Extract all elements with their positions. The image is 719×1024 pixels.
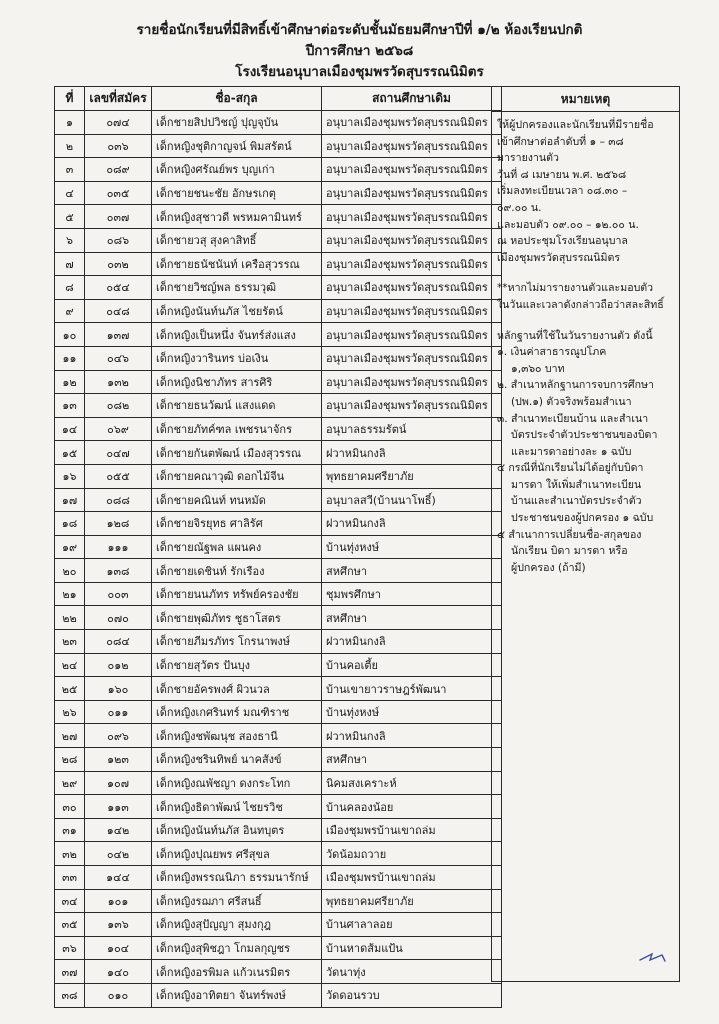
- cell-application-id: ๐๘๔: [85, 630, 152, 654]
- cell-name: เด็กหญิงปุณยพร ศรีสุขล: [152, 842, 322, 866]
- cell-application-id: ๐๖๙: [85, 417, 152, 441]
- cell-number: ๒๕: [55, 677, 85, 701]
- cell-number: ๒๐: [55, 559, 85, 583]
- note-line: มารายงานตัว: [497, 152, 559, 165]
- cell-previous-school: วัดดอนรวบ: [322, 983, 502, 1007]
- cell-application-id: ๐๙๖: [85, 724, 152, 748]
- cell-number: ๒๙: [55, 771, 85, 795]
- cell-number: ๓๒: [55, 842, 85, 866]
- cell-number: ๓๐: [55, 795, 85, 819]
- table-row: [55, 960, 502, 984]
- student-table: [54, 86, 502, 1008]
- cell-number: ๑๑: [55, 346, 85, 370]
- cell-number: ๒: [55, 134, 85, 158]
- document-item: ๔ กรณีที่นักเรียนไม่ได้อยู่กับบิดา: [497, 462, 644, 475]
- cell-number: ๓๗: [55, 960, 85, 984]
- cell-previous-school: บ้านศาลาลอย: [322, 913, 502, 937]
- cell-previous-school: นิคมสงเคราะห์: [322, 771, 502, 795]
- cell-number: ๘: [55, 276, 85, 300]
- table-row: [55, 252, 502, 276]
- cell-application-id: ๐๔๘: [85, 299, 152, 323]
- cell-previous-school: อนุบาลเมืองชุมพรวัดสุบรรณนิมิตร: [322, 228, 502, 252]
- table-row: [55, 818, 502, 842]
- document-item: และมารดาอย่างละ ๑ ฉบับ: [511, 445, 632, 458]
- table-row: [55, 913, 502, 937]
- cell-name: เด็กหญิงอาทิตยา จันทร์พงษ์: [152, 983, 322, 1007]
- table-row: [55, 677, 502, 701]
- cell-number: ๑๗: [55, 488, 85, 512]
- cell-name: เด็กหญิงเกศรินทร์ มณฑิราช: [152, 700, 322, 724]
- cell-number: ๕: [55, 205, 85, 229]
- table-row: [55, 889, 502, 913]
- cell-application-id: ๐๑๐: [85, 983, 152, 1007]
- cell-name: เด็กหญิงนันท์นภัส ไชยรัตน์: [152, 299, 322, 323]
- cell-previous-school: อนุบาลธรรมรัตน์: [322, 417, 502, 441]
- cell-name: เด็กหญิงพรรณนิภา ธรรมนารักษ์: [152, 866, 322, 890]
- cell-name: เด็กชายภัทค์ฑล เพชรนาจักร: [152, 417, 322, 441]
- cell-number: ๑: [55, 111, 85, 135]
- cell-application-id: ๐๓๗: [85, 205, 152, 229]
- cell-application-id: ๐๔๒: [85, 842, 152, 866]
- cell-previous-school: บ้านเขายาวราษฎร์พัฒนา: [322, 677, 502, 701]
- cell-name: เด็กหญิงรฌภา ศรีสนธิ์: [152, 889, 322, 913]
- table-row: [55, 323, 502, 347]
- document-item: ๕ สำเนาการเปลี่ยนชื่อ-สกุลของ: [497, 528, 642, 541]
- cell-number: ๑๓: [55, 394, 85, 418]
- table-row: [55, 488, 502, 512]
- cell-previous-school: พุทธยาคมศรียาภัย: [322, 889, 502, 913]
- document-item: ๑. เงินค่าสาธารณูปโภค: [497, 346, 607, 359]
- cell-previous-school: ฝวาหมินกงลิ: [322, 724, 502, 748]
- cell-number: ๒๗: [55, 724, 85, 748]
- cell-previous-school: วัดนาทุ่ง: [322, 960, 502, 984]
- cell-application-id: ๐๘๖: [85, 228, 152, 252]
- table-row: [55, 370, 502, 394]
- document-title: [0, 20, 719, 83]
- cell-application-id: ๐๐๓: [85, 582, 152, 606]
- table-row: [55, 771, 502, 795]
- table-row: [55, 653, 502, 677]
- cell-application-id: ๑๖๐: [85, 677, 152, 701]
- cell-number: ๒๓: [55, 630, 85, 654]
- title-line-1: รายชื่อนักเรียนที่มีสิทธิ์เข้าศึกษาต่อระดับชั้นมัธยมศึกษาปีที่ ๑/๒ ห้องเรียนปกติ: [136, 22, 583, 38]
- cell-name: เด็กหญิงเป็นหนึ่ง จันทร์ส่งแสง: [152, 323, 322, 347]
- remarks-text: [492, 112, 679, 576]
- cell-previous-school: บ้านคอเตี้ย: [322, 653, 502, 677]
- table-body: [55, 111, 502, 1008]
- cell-application-id: ๑๒๘: [85, 512, 152, 536]
- note-line: ๐๙.๐๐ น.: [497, 201, 542, 214]
- cell-previous-school: ฝวาหมินกงลิ: [322, 512, 502, 536]
- cell-number: ๓๘: [55, 983, 85, 1007]
- document-item: (ปพ.๑) ตัวจริงพร้อมสำเนา: [511, 395, 632, 408]
- cell-previous-school: อนุบาลเมืองชุมพรวัดสุบรรณนิมิตร: [322, 299, 502, 323]
- table-row: [55, 606, 502, 630]
- cell-previous-school: บ้านทุ่งหงษ์: [322, 700, 502, 724]
- table-row: [55, 228, 502, 252]
- cell-number: ๒๑: [55, 582, 85, 606]
- table-row: [55, 936, 502, 960]
- cell-previous-school: บ้านทุ่งหงษ์: [322, 535, 502, 559]
- cell-application-id: ๑๔๐: [85, 960, 152, 984]
- cell-number: ๓๓: [55, 866, 85, 890]
- table-row: [55, 464, 502, 488]
- cell-number: ๑๘: [55, 512, 85, 536]
- cell-number: ๑๖: [55, 464, 85, 488]
- document-item: ๓. สำเนาทะเบียนบ้าน และสำเนา: [497, 412, 649, 425]
- note-line: ให้ผู้ปกครองและนักเรียนที่มีรายชื่อ: [497, 119, 654, 131]
- document-item: บ้านและสำเนาบัตรประจำตัว: [511, 495, 642, 508]
- cell-name: เด็กชายณัฐพล แผนคง: [152, 535, 322, 559]
- cell-previous-school: สหศึกษา: [322, 748, 502, 772]
- cell-number: ๑๕: [55, 441, 85, 465]
- cell-number: ๒๖: [55, 700, 85, 724]
- document-item: นักเรียน บิดา มารดา หรือ: [511, 545, 628, 558]
- cell-application-id: ๑๓๘: [85, 559, 152, 583]
- cell-application-id: ๑๔๒: [85, 818, 152, 842]
- table-row: [55, 158, 502, 182]
- note-line: วันที่ ๘ เมษายน พ.ศ. ๒๕๖๘: [497, 168, 627, 181]
- cell-application-id: ๑๓๒: [85, 370, 152, 394]
- cell-application-id: ๑๐๑: [85, 889, 152, 913]
- cell-number: ๗: [55, 252, 85, 276]
- cell-name: เด็กชายสิปปวิชญ์ ปุญจุบัน: [152, 111, 322, 135]
- table-row: [55, 111, 502, 135]
- cell-application-id: ๐๔๗: [85, 441, 152, 465]
- cell-name: เด็กหญิงสุชาวดี พรหมคามินทร์: [152, 205, 322, 229]
- cell-application-id: ๐๗๐: [85, 606, 152, 630]
- note-line: เมืองชุมพรวัดสุบรรณนิมิตร: [497, 251, 621, 264]
- cell-application-id: ๑๓๗: [85, 323, 152, 347]
- note-line: เข้าศึกษาต่อลำดับที่ ๑ – ๓๘: [497, 135, 624, 148]
- table-row: [55, 346, 502, 370]
- table-row: [55, 700, 502, 724]
- header-number: ที่: [55, 87, 85, 111]
- cell-application-id: ๑๔๔: [85, 866, 152, 890]
- cell-previous-school: อนุบาลเมืองชุมพรวัดสุบรรณนิมิตร: [322, 111, 502, 135]
- cell-name: เด็กหญิงสุปัญญา สุมงกุฎ: [152, 913, 322, 937]
- table-header-row: [55, 87, 502, 111]
- cell-name: เด็กหญิงวารินทร บ่อเงิน: [152, 346, 322, 370]
- cell-application-id: ๑๓๖: [85, 913, 152, 937]
- cell-application-id: ๐๗๔: [85, 111, 152, 135]
- cell-name: เด็กชายคณาวุฒิ ดอกไม้จีน: [152, 464, 322, 488]
- cell-name: เด็กชายนนภัทร ทรัพย์ครองชัย: [152, 582, 322, 606]
- signature-mark: [638, 944, 668, 966]
- cell-number: ๓๔: [55, 889, 85, 913]
- cell-number: ๑๐: [55, 323, 85, 347]
- cell-number: ๒๔: [55, 653, 85, 677]
- cell-previous-school: อนุบาลเมืองชุมพรวัดสุบรรณนิมิตร: [322, 323, 502, 347]
- cell-previous-school: อนุบาลเมืองชุมพรวัดสุบรรณนิมิตร: [322, 158, 502, 182]
- cell-name: เด็กหญิงชพัฒนุช สองธานี: [152, 724, 322, 748]
- cell-number: ๑๔: [55, 417, 85, 441]
- cell-number: ๑๙: [55, 535, 85, 559]
- cell-name: เด็กชายคณินท์ ทนหมัด: [152, 488, 322, 512]
- cell-previous-school: อนุบาลเมืองชุมพรวัดสุบรรณนิมิตร: [322, 276, 502, 300]
- cell-name: เด็กชายอัครพงศ์ ผิวนวล: [152, 677, 322, 701]
- cell-application-id: ๐๘๘: [85, 488, 152, 512]
- table-row: [55, 394, 502, 418]
- table-row: [55, 983, 502, 1007]
- cell-application-id: ๐๑๑: [85, 700, 152, 724]
- cell-application-id: ๑๐๗: [85, 771, 152, 795]
- header-application-id: เลขที่สมัคร: [85, 87, 152, 111]
- cell-number: ๔: [55, 181, 85, 205]
- table-row: [55, 276, 502, 300]
- header-previous-school: สถานศึกษาเดิม: [322, 87, 502, 111]
- table-row: [55, 205, 502, 229]
- cell-name: เด็กหญิงณพัชญา ดงกระโทก: [152, 771, 322, 795]
- cell-application-id: ๐๘๒: [85, 394, 152, 418]
- cell-previous-school: ชุมพรศึกษา: [322, 582, 502, 606]
- cell-name: เด็กชายสุวัตร ปันบุง: [152, 653, 322, 677]
- cell-number: ๖: [55, 228, 85, 252]
- cell-previous-school: อนุบาลเมืองชุมพรวัดสุบรรณนิมิตร: [322, 252, 502, 276]
- note-line: เริ่มลงทะเบียนเวลา ๐๘.๓๐ –: [497, 185, 628, 198]
- table-row: [55, 630, 502, 654]
- cell-application-id: ๑๑๑: [85, 535, 152, 559]
- cell-name: เด็กหญิงชุติกาญจน์ พิมสรัตน์: [152, 134, 322, 158]
- cell-previous-school: อนุบาลเมืองชุมพรวัดสุบรรณนิมิตร: [322, 181, 502, 205]
- document-item: ๑,๓๖๐ บาท: [511, 362, 565, 375]
- cell-previous-school: พุทธยาคมศรียาภัย: [322, 464, 502, 488]
- warning-line: **หากไม่มารายงานตัวและมอบตัว: [497, 282, 654, 295]
- cell-name: เด็กชายภีมรภัทร โกรนาพงษ์: [152, 630, 322, 654]
- table-row: [55, 535, 502, 559]
- document-item: ๒. สำเนาหลักฐานการจบการศึกษา: [497, 379, 654, 392]
- cell-application-id: ๐๑๒: [85, 653, 152, 677]
- cell-application-id: ๐๕๕: [85, 464, 152, 488]
- cell-previous-school: เมืองชุมพรบ้านเขาถล่ม: [322, 818, 502, 842]
- cell-name: เด็กชายกันตพัฒน์ เมืองสุวรรณ: [152, 441, 322, 465]
- cell-name: เด็กหญิงศรัณย์พร บุญเก่า: [152, 158, 322, 182]
- cell-application-id: ๐๔๖: [85, 346, 152, 370]
- cell-previous-school: บ้านหาดส้มแป้น: [322, 936, 502, 960]
- cell-number: ๙: [55, 299, 85, 323]
- cell-application-id: ๐๘๙: [85, 158, 152, 182]
- cell-previous-school: อนุบาลเมืองชุมพรวัดสุบรรณนิมิตร: [322, 134, 502, 158]
- cell-number: ๒๒: [55, 606, 85, 630]
- cell-number: ๓๕: [55, 913, 85, 937]
- cell-name: เด็กหญิงชรินทิพย์ นาคสังข์: [152, 748, 322, 772]
- remarks-column: [491, 86, 680, 982]
- cell-application-id: ๑๒๓: [85, 748, 152, 772]
- cell-previous-school: สหศึกษา: [322, 559, 502, 583]
- cell-previous-school: บ้านคลองน้อย: [322, 795, 502, 819]
- document-item: ผู้ปกครอง (ถ้ามี): [511, 561, 586, 574]
- cell-previous-school: ฝวาหมินกงลิ: [322, 441, 502, 465]
- cell-application-id: ๑๐๔: [85, 936, 152, 960]
- note-line: และมอบตัว ๐๙.๐๐ – ๑๒.๐๐ น.: [497, 218, 639, 231]
- table-row: [55, 181, 502, 205]
- note-line: ณ หอประชุมโรงเรียนอนุบาล: [497, 235, 628, 248]
- table-row: [55, 134, 502, 158]
- title-line-3: โรงเรียนอนุบาลเมืองชุมพรวัดสุบรรณนิมิตร: [235, 64, 484, 80]
- header-remarks: หมายเหตุ: [492, 87, 679, 112]
- table-row: [55, 299, 502, 323]
- cell-previous-school: สหศึกษา: [322, 606, 502, 630]
- table-row: [55, 512, 502, 536]
- table-row: [55, 559, 502, 583]
- document-item: ประชาชนของผู้ปกครอง ๑ ฉบับ: [511, 512, 654, 525]
- documents-heading: หลักฐานที่ใช้ในวันรายงานตัว ดังนี้: [497, 329, 653, 342]
- cell-previous-school: อนุบาลเมืองชุมพรวัดสุบรรณนิมิตร: [322, 346, 502, 370]
- cell-name: เด็กชายวิชญ์พล ธรรมวุฒิ: [152, 276, 322, 300]
- cell-application-id: ๑๑๓: [85, 795, 152, 819]
- cell-name: เด็กหญิงนิชาภัทร สารศิริ: [152, 370, 322, 394]
- header-name: ชื่อ-สกุล: [152, 87, 322, 111]
- cell-name: เด็กชายวสุ สุงคาสิทธิ์: [152, 228, 322, 252]
- cell-name: เด็กหญิงอรพิมล แก้วเนรมิตร: [152, 960, 322, 984]
- title-line-2: ปีการศึกษา ๒๕๖๘: [305, 43, 414, 59]
- cell-previous-school: อนุบาลเมืองชุมพรวัดสุบรรณนิมิตร: [322, 394, 502, 418]
- table-row: [55, 842, 502, 866]
- cell-name: เด็กหญิงนันท์นภัส อินทบุตร: [152, 818, 322, 842]
- cell-application-id: ๐๓๖: [85, 134, 152, 158]
- cell-previous-school: วัดน้อมถวาย: [322, 842, 502, 866]
- document-item: บัตรประจำตัวประชาชนของบิดา: [511, 429, 658, 442]
- cell-name: เด็กชายเดชินท์ รักเรือง: [152, 559, 322, 583]
- table-row: [55, 441, 502, 465]
- table-row: [55, 582, 502, 606]
- cell-number: ๓: [55, 158, 85, 182]
- table-row: [55, 417, 502, 441]
- cell-name: เด็กชายจิรยุทธ ศาลิรัศ: [152, 512, 322, 536]
- cell-name: เด็กชายธนัชนันท์ เครือสุวรรณ: [152, 252, 322, 276]
- warning-line: ในวันและเวลาดังกล่าวถือว่าสละสิทธิ์: [497, 298, 664, 311]
- cell-number: ๓๑: [55, 818, 85, 842]
- cell-previous-school: เมืองชุมพรบ้านเขาถล่ม: [322, 866, 502, 890]
- table-row: [55, 795, 502, 819]
- cell-number: ๓๖: [55, 936, 85, 960]
- cell-name: เด็กชายชนะชัย อักษรเกตุ: [152, 181, 322, 205]
- cell-application-id: ๐๓๒: [85, 252, 152, 276]
- cell-previous-school: อนุบาลเมืองชุมพรวัดสุบรรณนิมิตร: [322, 370, 502, 394]
- table-row: [55, 748, 502, 772]
- table-row: [55, 724, 502, 748]
- cell-application-id: ๐๓๕: [85, 181, 152, 205]
- cell-previous-school: อนุบาลเมืองชุมพรวัดสุบรรณนิมิตร: [322, 205, 502, 229]
- table-row: [55, 866, 502, 890]
- cell-name: เด็กชายพุฒิภัทร ชูธาโสตร: [152, 606, 322, 630]
- document-item: มารดา ให้เพิ่มสำเนาทะเบียน: [511, 478, 642, 491]
- cell-previous-school: ฝวาหมินกงลิ: [322, 630, 502, 654]
- cell-name: เด็กหญิงธิดาพัฒน์ ไชยรวิช: [152, 795, 322, 819]
- cell-name: เด็กชายธนวัฒน์ แสงแดด: [152, 394, 322, 418]
- cell-number: ๑๒: [55, 370, 85, 394]
- cell-previous-school: อนุบาลสวี(บ้านนาโพธิ์): [322, 488, 502, 512]
- cell-name: เด็กหญิงสุพิชฎา โกมลกุญชร: [152, 936, 322, 960]
- cell-number: ๒๘: [55, 748, 85, 772]
- cell-application-id: ๐๕๔: [85, 276, 152, 300]
